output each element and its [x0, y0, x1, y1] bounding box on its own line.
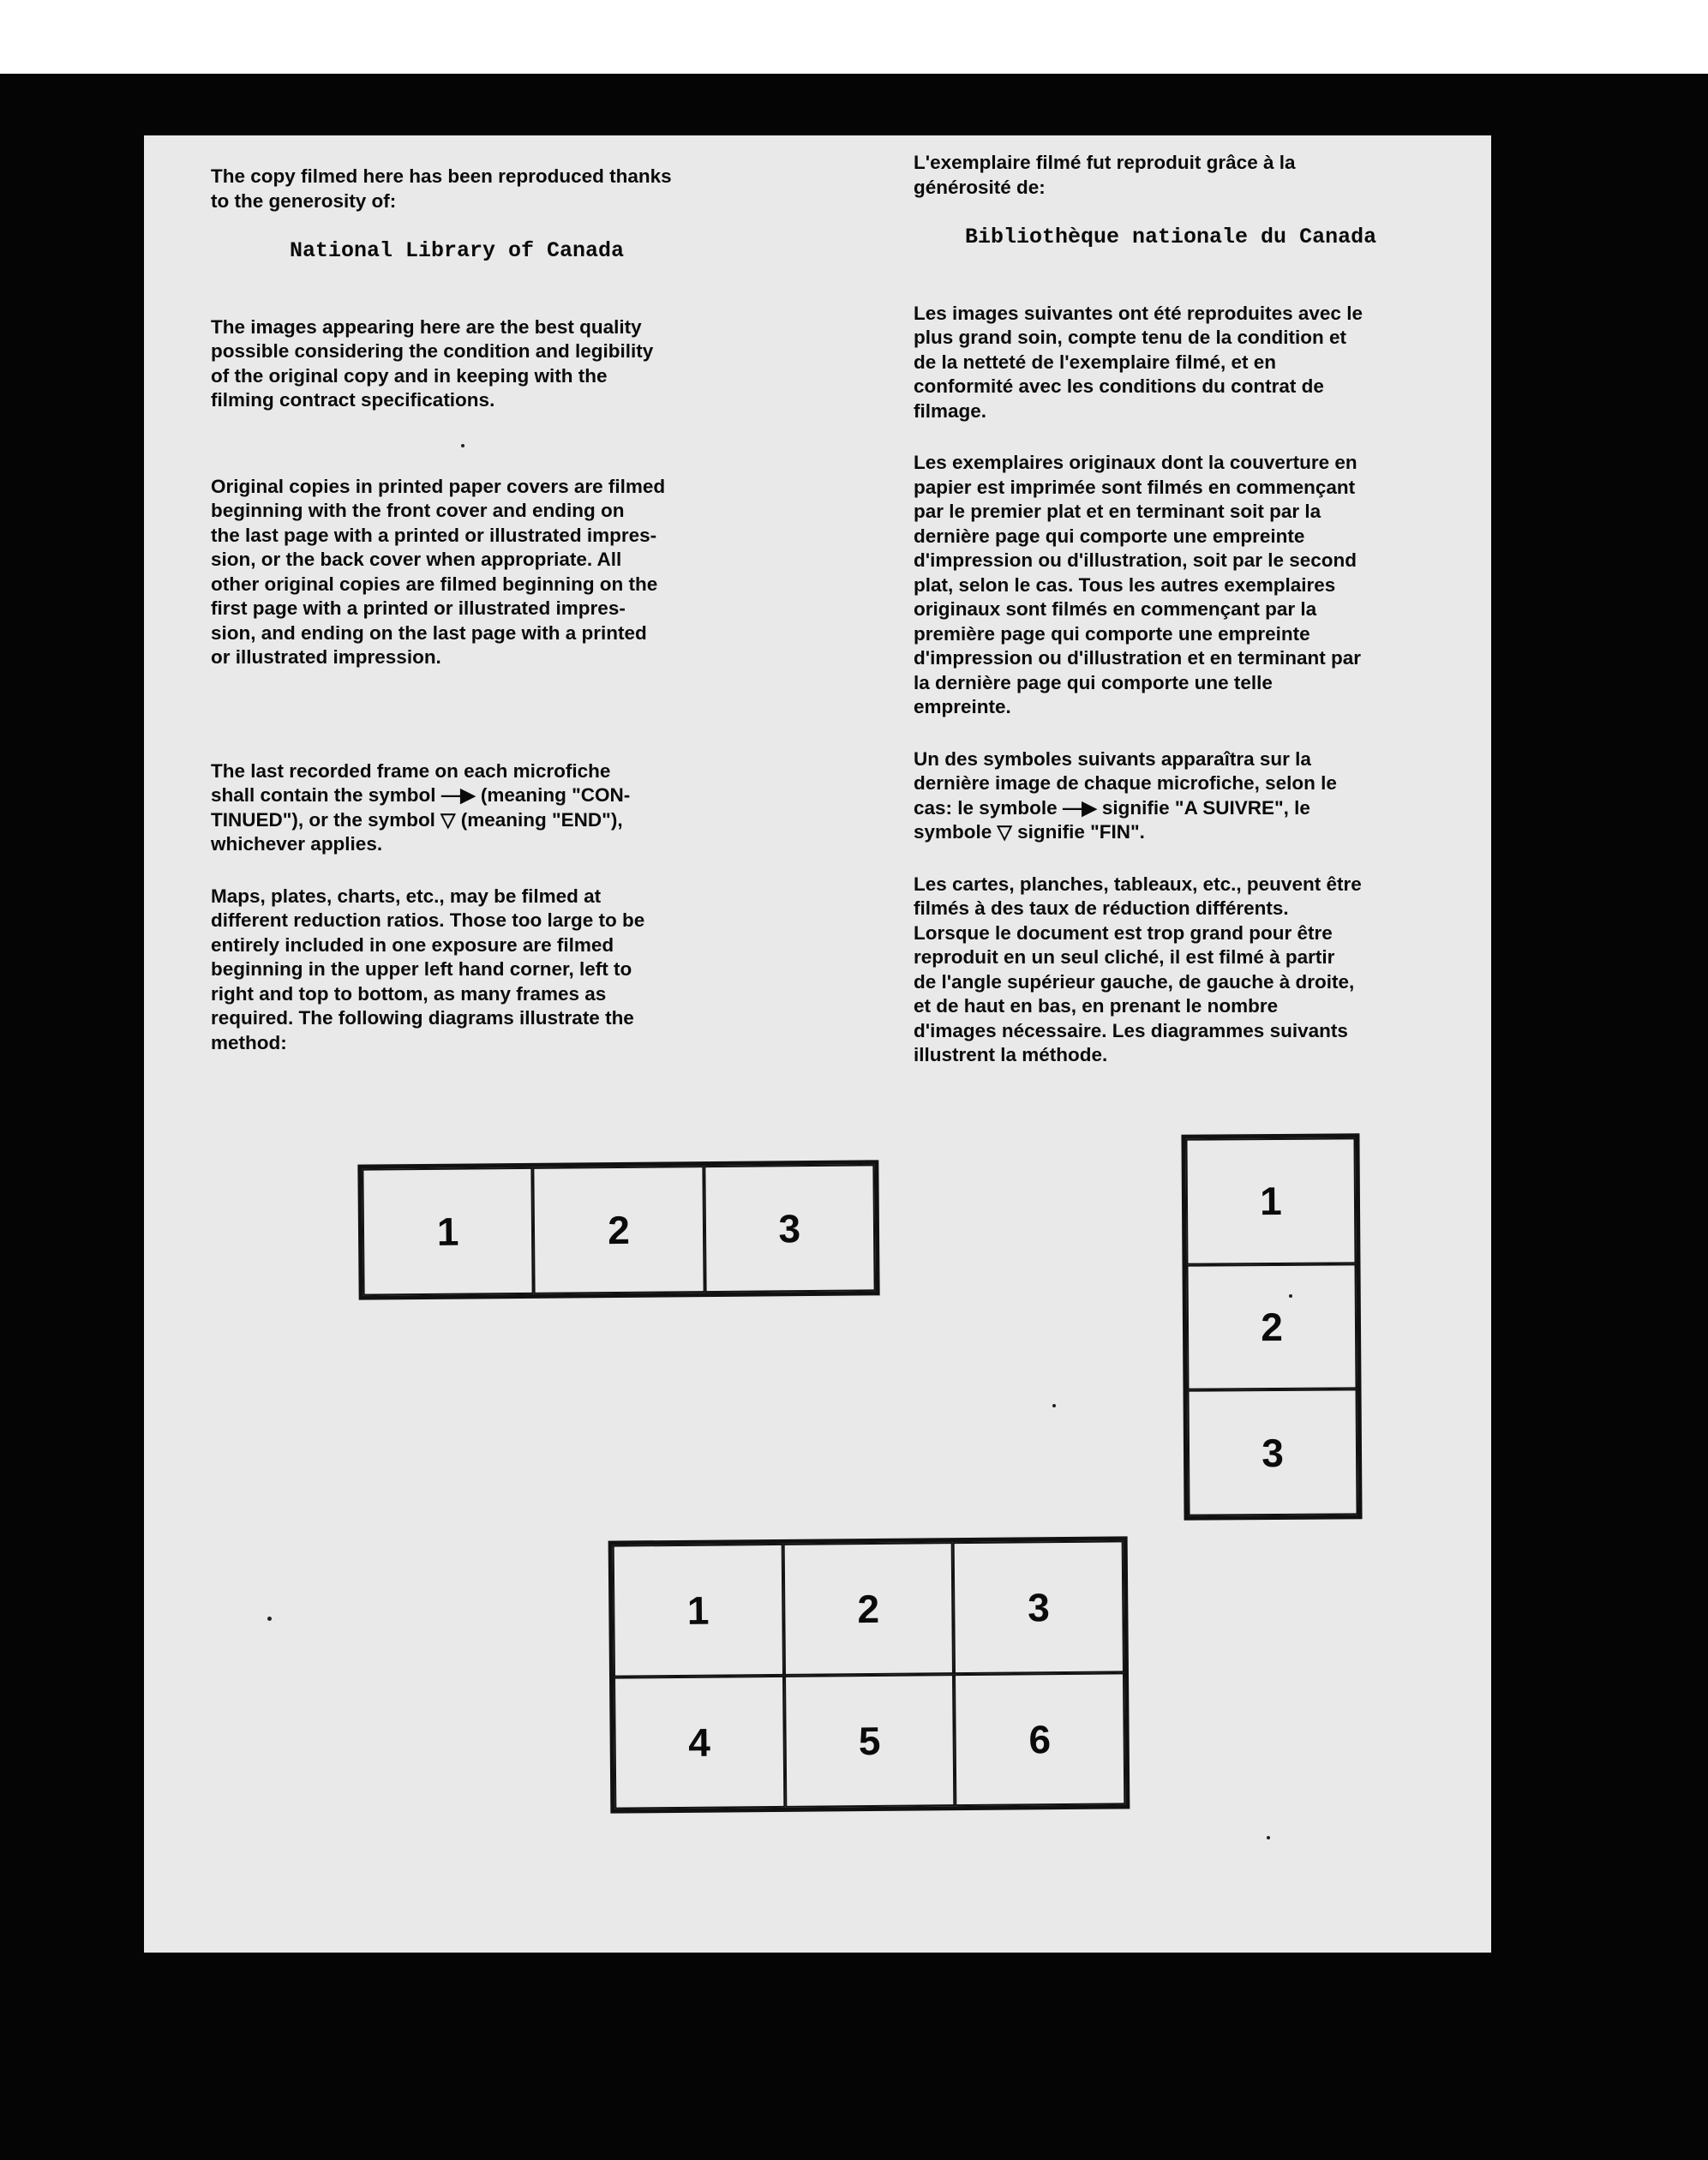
frame-cell: 2 — [1186, 1263, 1357, 1390]
english-column — [211, 165, 759, 1055]
frame-cell: 3 — [704, 1164, 876, 1293]
frame-cell: 2 — [782, 1542, 954, 1676]
frame-cell: 5 — [784, 1674, 956, 1808]
french-symbols-paragraph: Un des symboles suivants apparaîtra sur la dernière image de chaque microfiche, selon le cas: le symbole —▶ signifie "A SUIVRE", le symbole ▽ signifie "FIN". — [914, 747, 1337, 843]
horizontal-frame-diagram — [357, 1160, 879, 1299]
french-library-name: Bibliothèque nationale du Canada — [965, 225, 1377, 249]
english-maps-paragraph: Maps, plates, charts, etc., may be filmed at different reduction ratios. Those too large to be entirely included in one exposure are filmed beginning in the upper left hand corner, left to right and top to bottom, as many frames as required. The following diagrams illustrate the method: — [211, 885, 645, 1053]
french-quality-paragraph: Les images suivantes ont été reproduites avec le plus grand soin, compte tenu de la condition et de la netteté de l'exemplaire filmé, et en conformité avec les conditions du contrat de filmage. — [914, 302, 1363, 422]
english-library-name: National Library of Canada — [290, 238, 625, 263]
frame-cell: 1 — [1185, 1137, 1356, 1264]
dust-speck — [1267, 1836, 1270, 1839]
english-symbols-paragraph: The last recorded frame on each microfiche shall contain the symbol —▶ (meaning "CON- TINUED"), or the symbol ▽ (meaning "END"), whichever applies. — [211, 759, 631, 855]
frame-cell: 4 — [614, 1676, 785, 1809]
frame-cell: 3 — [1188, 1389, 1358, 1516]
french-intro: L'exemplaire filmé fut reproduit grâce à la générosité de: — [914, 152, 1296, 198]
french-column — [914, 151, 1479, 1068]
grid-frame-diagram — [608, 1536, 1130, 1813]
english-covers-paragraph: Original copies in printed paper covers are filmed beginning with the front cover and ending on the last page with a printed or illustrated impres- sion, or the back cover when appropriate. All other original copies are filmed beginning on the first page with a printed or illustrated impres- sion, and ending on the last page with a printed or illustrated impression. — [211, 475, 666, 668]
english-intro: The copy filmed here has been reproduced thanks to the generosity of: — [211, 165, 672, 212]
dust-speck — [1052, 1404, 1056, 1407]
vertical-frame-diagram — [1181, 1133, 1362, 1520]
french-maps-paragraph: Les cartes, planches, tableaux, etc., peuvent être filmés à des taux de réduction différents. Lorsque le document est trop grand pour être reproduit en un seul cliché, il est filmé à partir de l'angle supérieur gauche, de gauche à droite, et de haut en bas, en prenant le nombre d'images nécessaire. Les diagrammes suivants illustrent la méthode. — [914, 873, 1362, 1065]
document-page — [144, 135, 1491, 1953]
french-covers-paragraph: Les exemplaires originaux dont la couverture en papier est imprimée sont filmés en commençant par le premier plat et en terminant soit par la dernière page qui comporte une empreinte d'impression ou d'illustration, soit par le second plat, selon le cas. Tous les autres exemplaires originaux sont filmés en commençant par la première page qui comporte une empreinte d'impression ou d'illustration et en terminant par la dernière page qui comporte une telle empreinte. — [914, 452, 1362, 717]
dust-speck — [267, 1617, 272, 1621]
frame-cell: 1 — [362, 1167, 534, 1296]
english-quality-paragraph: The images appearing here are the best quality possible considering the condition and legibility of the original copy and in keeping with the filming contract specifications. — [211, 315, 654, 411]
frame-cell: 6 — [954, 1672, 1125, 1806]
dust-speck — [1289, 1294, 1292, 1298]
frame-cell: 1 — [613, 1544, 784, 1677]
dust-speck — [461, 444, 464, 447]
frame-cell: 3 — [953, 1540, 1124, 1674]
frame-cell: 2 — [533, 1166, 705, 1294]
